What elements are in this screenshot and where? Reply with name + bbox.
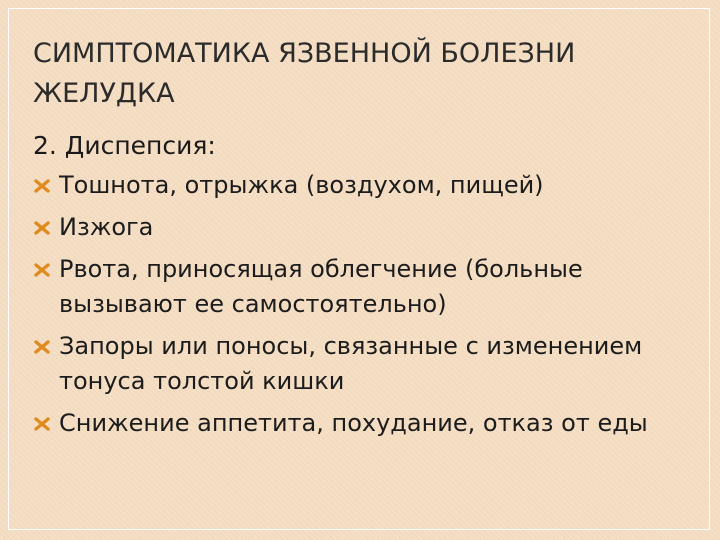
list-item-text: Изжога	[59, 213, 154, 241]
list-item	[34, 406, 704, 441]
slide-title	[33, 34, 673, 114]
title-line: СИМПТОМАТИКА ЯЗВЕННОЙ БОЛЕЗНИ	[33, 38, 576, 69]
x-mark-bullet-icon	[34, 339, 50, 355]
section-heading: 2. Диспепсия:	[33, 131, 216, 160]
x-mark-bullet-icon	[34, 416, 50, 432]
x-mark-bullet-icon	[34, 262, 50, 278]
list-item	[34, 252, 704, 322]
list-item	[34, 329, 704, 399]
list-item-text: Тошнота, отрыжка (воздухом, пищей)	[59, 171, 544, 199]
list-item	[34, 168, 704, 203]
x-mark-bullet-icon	[34, 220, 50, 236]
list-item	[34, 210, 704, 245]
symptom-list	[34, 168, 704, 448]
list-item-text: Рвота, приносящая облегчение (больные вызывают ее самостоятельно)	[59, 255, 583, 318]
list-item-text: Запоры или поносы, связанные с изменением тонуса толстой кишки	[59, 332, 643, 395]
x-mark-bullet-icon	[34, 178, 50, 194]
list-item-text: Снижение аппетита, похудание, отказ от еды	[59, 409, 648, 437]
title-line: ЖЕЛУДКА	[33, 78, 175, 109]
